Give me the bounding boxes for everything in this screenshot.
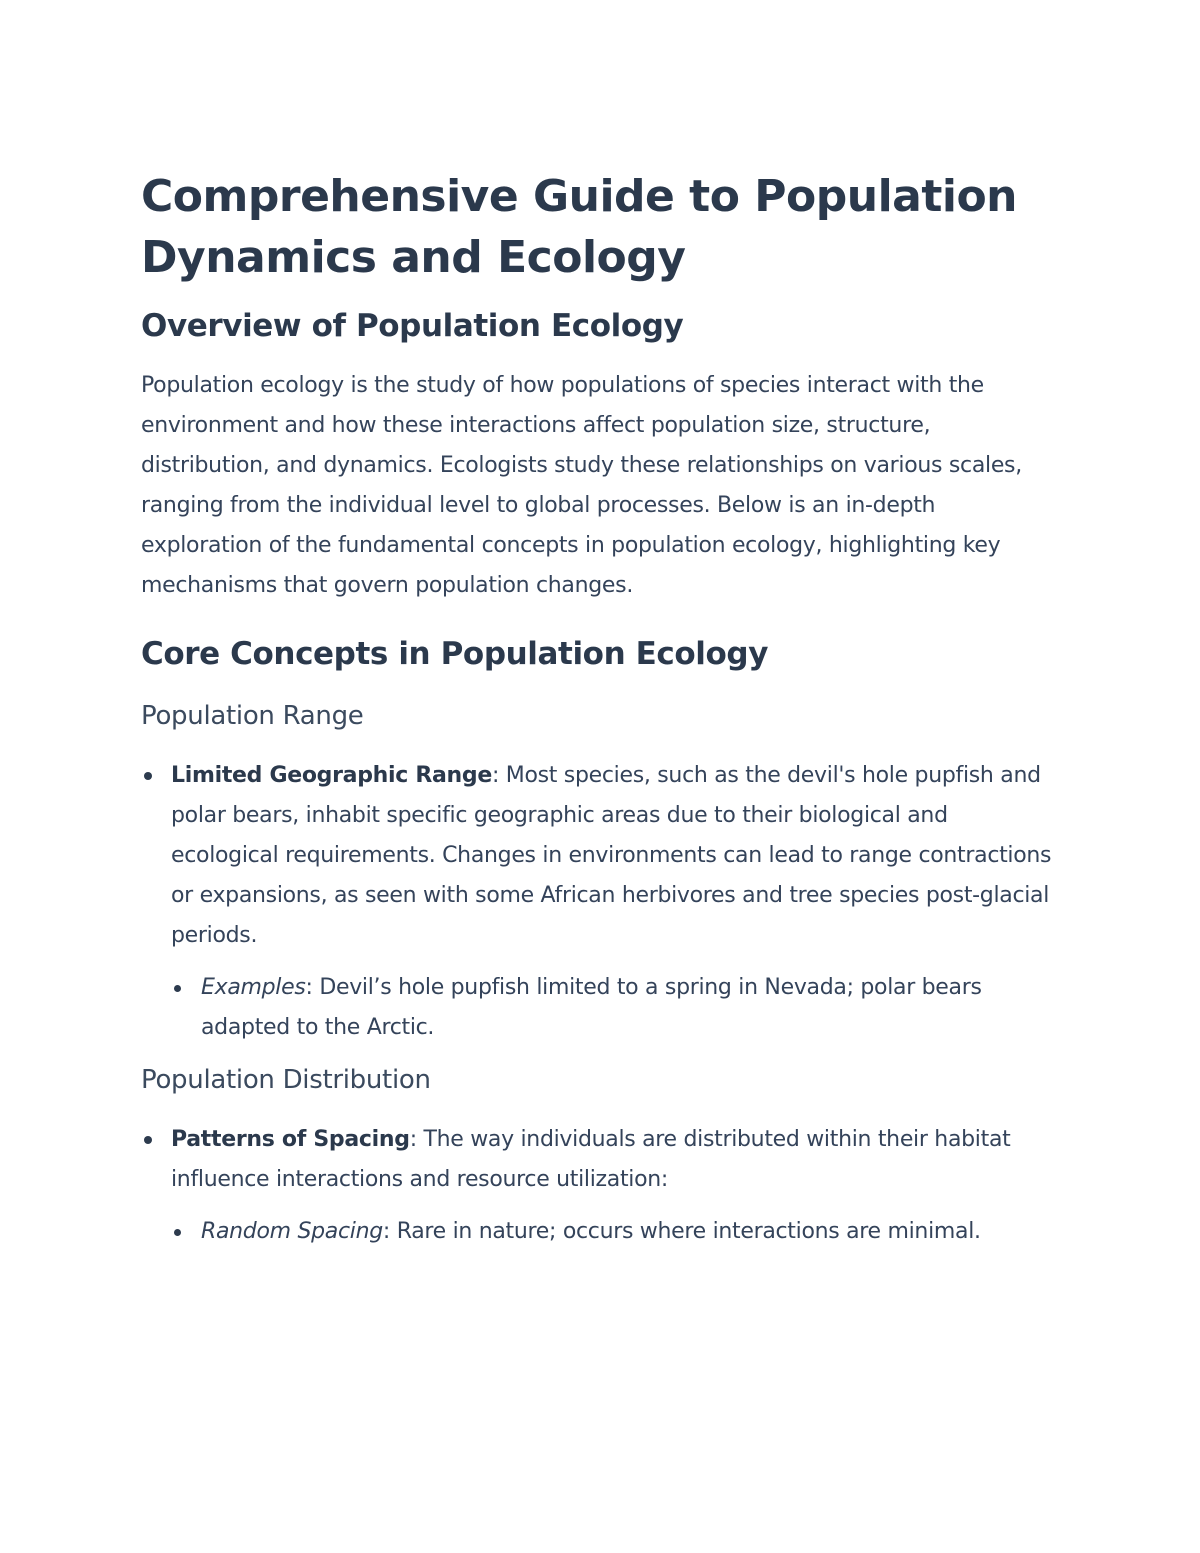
list-item: [141, 756, 1061, 1048]
list-item-text: [171, 756, 1061, 956]
sublist-item: [171, 1212, 1061, 1252]
intro-paragraph: Population ecology is the study of how populations of species interact with the environment and how these interactions affect population size, structure, distribution, and dynamics. Ecologists study these relationships on various scales, ranging from the individual level to global processes. Below is an in-depth exploration of the fundamental concepts in population ecology, highlighting key mechanisms that govern population changes.: [141, 373, 1022, 598]
bullet-icon: [144, 1136, 152, 1144]
sublist-item: [171, 968, 1061, 1048]
sublist-item-description: : Devil’s hole pupfish limited to a spring in Nevada; polar bears adapted to the Arctic.: [201, 975, 982, 1040]
sublist-item-term: Examples: [201, 975, 306, 1000]
list-item: [141, 1120, 1061, 1252]
population-distribution-list: [141, 1120, 1061, 1252]
list-item-term: Limited Geographic Range: [171, 763, 492, 788]
subsection-heading-population-distribution: Population Distribution: [141, 1065, 431, 1095]
document-title: Comprehensive Guide to Population Dynamics and Ecology: [141, 171, 1018, 283]
document-page: [141, 166, 1061, 1252]
section-heading-core-concepts: Core Concepts in Population Ecology: [141, 636, 769, 672]
spacing-sublist: [171, 1212, 1061, 1252]
examples-sublist: [171, 968, 1061, 1048]
list-item-description: : Most species, such as the devil's hole pupfish and polar bears, inhabit specific geographic areas due to their biological and ecological requirements. Changes in environments can lead to range contractions or expansions, as seen with some African herbivores and tree species post-glacial periods.: [171, 763, 1052, 948]
subsection-heading-population-range: Population Range: [141, 701, 364, 731]
sublist-item-term: Random Spacing: [201, 1219, 383, 1244]
list-item-description: : The way individuals are distributed within their habitat influence interactions and resource utilization:: [171, 1127, 1011, 1192]
list-item-term: Patterns of Spacing: [171, 1127, 410, 1152]
bullet-icon: [174, 985, 181, 992]
sublist-item-text: [201, 1212, 1061, 1252]
sublist-item-text: [201, 968, 1061, 1048]
bullet-icon: [144, 772, 152, 780]
population-range-list: [141, 756, 1061, 1048]
sublist-item-description: : Rare in nature; occurs where interactions are minimal.: [382, 1219, 981, 1244]
section-heading-overview: Overview of Population Ecology: [141, 308, 684, 344]
bullet-icon: [174, 1229, 181, 1236]
list-item-text: [171, 1120, 1061, 1200]
